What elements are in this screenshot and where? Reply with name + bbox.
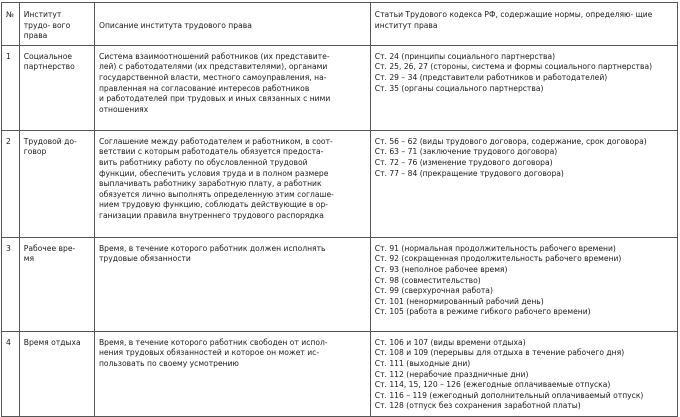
table-row [2,237,678,331]
institute-articles: Ст. 106 и 107 (виды времени отдыха) Ст. 108 и 109 (перерывы для отдыха в течение рабочего дня) Ст. 111 (выходные дни) Ст. 112 (нерабочие праздничные дни) Ст. 114, 15, 120 – 126 (ежегодные оплачиваемые отпуска) Ст. 116 – 119 (ежегодный дополнительный оплачиваемый отпуск) Ст. 128 (отпуск без сохранения заработной платы) [370,331,677,416]
table-row [2,130,678,237]
institute-articles: Ст. 91 (нормальная продолжительность рабочего времени) Ст. 92 (сокращенная продолжительность рабочего времени) Ст. 93 (неполное рабочее время) Ст. 98 (совместительство) Ст. 99 (сверхурочная работа) Ст. 101 (ненормированный рабочий день) Ст. 105 (работа в режиме гибкого рабочего времени) [370,237,677,331]
row-number: 3 [2,237,20,331]
row-number: 1 [2,45,20,130]
institute-description: Соглашение между работодателем и работником, в соот- ветствии с которым работодатель обязуется предоста- вить работнику работу по обусловленной трудовой функции, обеспечить условия труда и в полном размере выплачивать работнику заработную плату, а работник обязуется лично выполнять определенную этим соглаше- нием трудовую функцию, соблюдать действующие в ор- ганизации правила внутреннего трудового распорядка [94,130,370,237]
institute-description: Время, в течение которого работник свободен от испол- нения трудовых обязанностей и которое он может ис- пользовать по своему усмотрению [94,331,370,416]
institute-articles: Ст. 56 – 62 (виды трудового договора, содержание, срок договора) Ст. 63 – 71 (заключение трудового договора) Ст. 72 – 76 (изменение трудового договора) Ст. 77 – 84 (прекращение трудового договора) [370,130,677,237]
table-row [2,331,678,416]
header-articles: Статьи Трудового кодекса РФ, содержащие нормы, определяю- щие институт права [370,3,677,46]
institute-title: Трудовой до- говор [19,130,94,237]
header-description: Описание института трудового права [94,3,370,46]
institute-title: Социальное партнерство [19,45,94,130]
header-num: № [2,3,20,46]
table-row [2,45,678,130]
header-institute: Институт трудо- вого права [19,3,94,46]
institute-description: Система взаимоотношений работников (их представите- лей) с работодателями (их представителями), органами государственной власти, местного самоуправления, на- правленная на согласование интересов работников и работодателей при трудовых и иных связанных с ними отношениях [94,45,370,130]
institute-description: Время, в течение которого работник должен исполнять трудовые обязанности [94,237,370,331]
row-number: 4 [2,331,20,416]
institute-articles: Ст. 24 (принципы социального партнерства) Ст. 25, 26, 27 (стороны, система и формы социального партнерства) Ст. 29 – 34 (представители работников и работодателей) Ст. 35 (органы социального партнерства) [370,45,677,130]
row-number: 2 [2,130,20,237]
labor-law-institutes-table [1,2,678,417]
table-header-row [2,3,678,46]
institute-title: Время отдыха [19,331,94,416]
institute-title: Рабочее вре- мя [19,237,94,331]
